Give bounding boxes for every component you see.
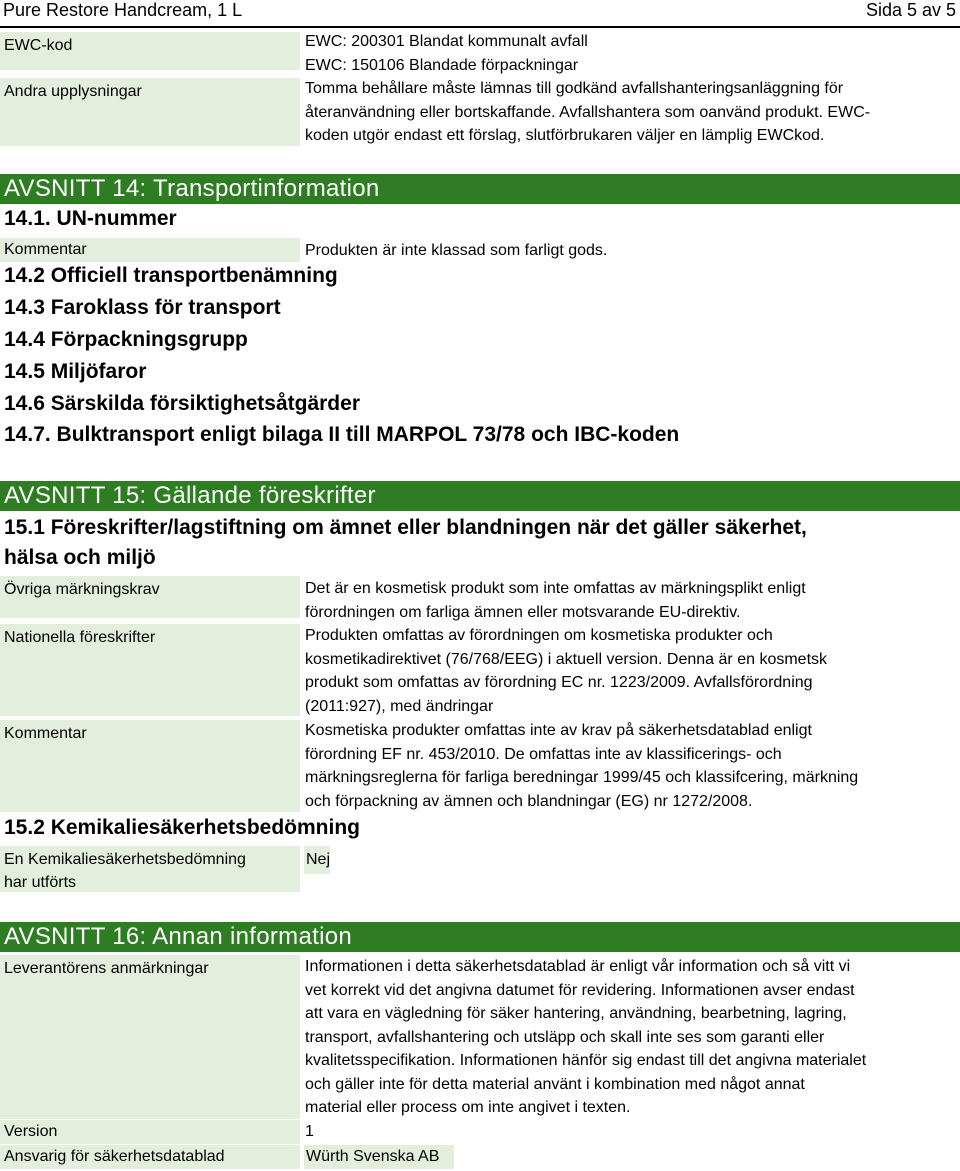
header-divider	[0, 26, 960, 28]
text-line: material eller process om inte angivet i texten.	[305, 1099, 631, 1116]
other-marking-value	[305, 577, 955, 624]
responsible-value: Würth Svenska AB	[304, 1145, 454, 1169]
assessment-value: Nej	[304, 846, 330, 874]
supplier-remarks-value	[305, 955, 955, 1120]
version-label: Version	[0, 1120, 300, 1144]
comment-label: Kommentar	[0, 238, 300, 262]
subsection-14-6: 14.6 Särskilda försiktighetsåtgärder	[4, 392, 360, 415]
ewc-code-values	[305, 30, 955, 77]
comment-value-15	[305, 719, 955, 813]
subsection-15-1	[4, 513, 954, 573]
assessment-label-line: har utförts	[4, 874, 77, 891]
version-value: 1	[305, 1123, 314, 1140]
text-line: koden utgör endast ett förslag, slutförbrukaren väljer en lämplig EWCkod.	[305, 127, 825, 144]
text-line: och förpackning av ämnen och blandningar (EG) nr 1272/2008.	[305, 792, 753, 810]
text-line: att vara en vägledning för säker hantering, användning, bearbetning, lagring,	[305, 1005, 847, 1022]
text-line: Det är en kosmetisk produkt som inte omfattas av märkningsplikt enligt	[305, 580, 806, 597]
text-line: vet korrekt vid det angivna datumet för revidering. Informationen avser endast	[305, 981, 855, 999]
text-line: kosmetikadirektivet (76/768/EEG) i aktuell version. Denna är en kosmetsk	[305, 650, 828, 668]
text-line: och gäller inte för detta material använt i kombination med något annat	[305, 1075, 805, 1093]
text-line: Tomma behållare måste lämnas till godkänd avfallshanteringsanläggning för	[305, 80, 844, 97]
subsection-14-5: 14.5 Miljöfaror	[4, 360, 147, 383]
subsection-14-2: 14.2 Officiell transportbenämning	[4, 264, 338, 287]
text-line: Kosmetiska produkter omfattas inte av krav på säkerhetsdatablad enligt	[305, 722, 812, 739]
supplier-remarks-label: Leverantörens anmärkningar	[0, 955, 300, 1119]
subsection-14-1: 14.1. UN-nummer	[4, 207, 177, 230]
text-line: transport, avfallshantering och utsläpp och skall inte ses som garanti eller	[305, 1028, 825, 1046]
ewc-code-line: EWC: 150106 Blandade förpackningar	[305, 56, 579, 74]
comment-value: Produkten är inte klassad som farligt gods.	[305, 242, 608, 259]
assessment-label-line: En Kemikaliesäkerhetsbedömning	[4, 851, 246, 868]
text-line: märkningsreglerna för farliga beredningar 1999/45 och klassifcering, märkning	[305, 769, 859, 786]
subsection-15-1-line: 15.1 Föreskrifter/lagstiftning om ämnet eller blandningen när det gäller säkerhet,	[4, 516, 807, 539]
section-16-heading: AVSNITT 16: Annan information	[0, 922, 960, 952]
text-line: förordning EF nr. 453/2010. De omfattas inte av klassificerings- och	[305, 745, 782, 763]
text-line: Informationen i detta säkerhetsdatablad är enligt vår information och så vitt vi	[305, 958, 851, 975]
national-regulations-value	[305, 624, 955, 718]
comment-label-15: Kommentar	[0, 720, 300, 812]
ewc-code-label: EWC-kod	[0, 32, 300, 70]
other-info-value	[305, 77, 955, 148]
other-info-label: Andra upplysningar	[0, 78, 300, 146]
subsection-15-2: 15.2 Kemikaliesäkerhetsbedömning	[4, 816, 360, 839]
responsible-label: Ansvarig för säkerhetsdatablad	[0, 1145, 300, 1169]
document-title: Pure Restore Handcream, 1 L	[3, 0, 243, 20]
national-regulations-label: Nationella föreskrifter	[0, 624, 300, 716]
assessment-label	[0, 846, 300, 892]
text-line: förordningen om farliga ämnen eller motsvarande EU-direktiv.	[305, 603, 741, 621]
ewc-code-line: EWC: 200301 Blandat kommunalt avfall	[305, 33, 588, 50]
other-marking-label: Övriga märkningskrav	[0, 576, 300, 618]
text-line: Produkten omfattas av förordningen om kosmetiska produkter och	[305, 627, 773, 644]
section-15-heading: AVSNITT 15: Gällande föreskrifter	[0, 481, 960, 511]
text-line: återanvändning eller bortskaffande. Avfallshantera som oanvänd produkt. EWC-	[305, 103, 871, 121]
subsection-14-4: 14.4 Förpackningsgrupp	[4, 328, 248, 351]
text-line: produkt som omfattas av förordning EC nr. 1223/2009. Avfallsförordning	[305, 674, 813, 691]
section-14-heading: AVSNITT 14: Transportinformation	[0, 174, 960, 204]
text-line: kvalitetsspecifikation. Informationen hänför sig endast till det angivna materialet	[305, 1052, 867, 1069]
text-line: (2011:927), med ändringar	[305, 697, 494, 715]
page-indicator: Sida 5 av 5	[865, 0, 956, 20]
subsection-14-3: 14.3 Faroklass för transport	[4, 296, 281, 319]
subsection-14-7: 14.7. Bulktransport enligt bilaga II till MARPOL 73/78 och IBC-koden	[4, 423, 680, 446]
subsection-15-1-line: hälsa och miljö	[4, 546, 156, 569]
